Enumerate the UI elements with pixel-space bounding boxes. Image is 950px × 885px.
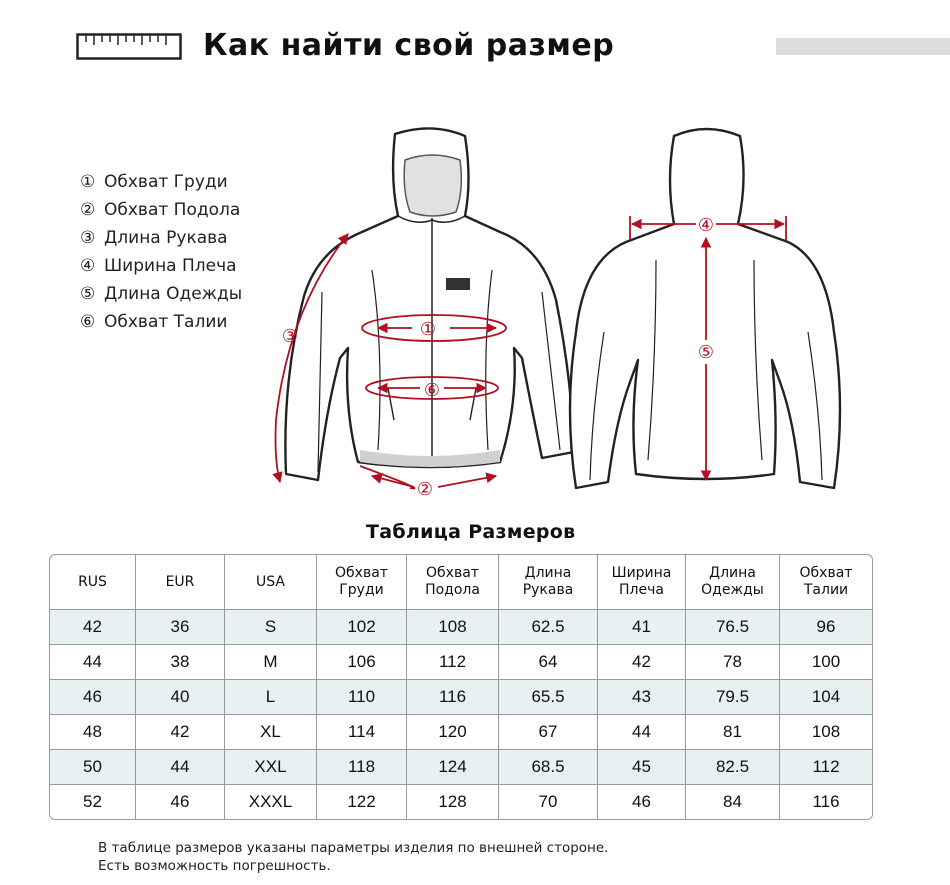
cell: 70 (499, 785, 598, 819)
cell: 50 (50, 750, 136, 785)
cell: 108 (407, 610, 499, 645)
cell: 41 (598, 610, 686, 645)
legend-number: ③ (80, 228, 96, 248)
cell: L (225, 680, 317, 715)
legend-label: Обхват Талии (104, 312, 228, 332)
cell: 67 (499, 715, 598, 750)
cell: 110 (317, 680, 407, 715)
legend-item (80, 252, 242, 280)
legend-label: Обхват Подола (104, 200, 241, 220)
cell: 40 (136, 680, 225, 715)
table-row (50, 645, 872, 680)
marker-chest: ① (419, 319, 437, 340)
cell: 44 (136, 750, 225, 785)
legend-number: ⑥ (80, 312, 96, 332)
cell: 46 (50, 680, 136, 715)
legend-item (80, 168, 242, 196)
cell: 36 (136, 610, 225, 645)
legend-item (80, 196, 242, 224)
cell: 44 (50, 645, 136, 680)
legend-item (80, 280, 242, 308)
header-length: Длина Одежды (686, 555, 780, 610)
cell: 104 (780, 680, 872, 715)
cell: 45 (598, 750, 686, 785)
cell: 46 (598, 785, 686, 819)
marker-length: ⑤ (697, 342, 715, 363)
header-rus: RUS (50, 555, 136, 610)
marker-hem: ② (416, 479, 434, 500)
cell: 128 (407, 785, 499, 819)
legend-item (80, 308, 242, 336)
header-usa: USA (225, 555, 317, 610)
header-hem: Обхват Подола (407, 555, 499, 610)
cell: 62.5 (499, 610, 598, 645)
table-row (50, 610, 872, 645)
header-chest: Обхват Груди (317, 555, 407, 610)
header-waist: Обхват Талии (780, 555, 872, 610)
cell: 81 (686, 715, 780, 750)
header-shoulder: Ширина Плеча (598, 555, 686, 610)
decorative-bar (776, 38, 950, 55)
table-row (50, 785, 872, 819)
cell: 79.5 (686, 680, 780, 715)
cell: 108 (780, 715, 872, 750)
cell: 68.5 (499, 750, 598, 785)
legend-label: Ширина Плеча (104, 256, 237, 276)
table-title: Таблица Размеров (366, 521, 576, 543)
cell: 46 (136, 785, 225, 819)
table-row (50, 680, 872, 715)
cell: 120 (407, 715, 499, 750)
footnote (98, 839, 608, 875)
marker-waist: ⑥ (423, 380, 441, 401)
cell: 65.5 (499, 680, 598, 715)
cell: 43 (598, 680, 686, 715)
cell: 114 (317, 715, 407, 750)
footnote-line: В таблице размеров указаны параметры изделия по внешней стороне. (98, 840, 609, 856)
legend-number: ① (80, 172, 96, 192)
cell: 124 (407, 750, 499, 785)
legend-label: Обхват Груди (104, 172, 228, 192)
measurement-legend (80, 168, 242, 336)
cell: 118 (317, 750, 407, 785)
jacket-front-illustration (285, 128, 574, 480)
table-row (50, 715, 872, 750)
cell: 64 (499, 645, 598, 680)
cell: 100 (780, 645, 872, 680)
table-row (50, 750, 872, 785)
marker-sleeve: ③ (281, 326, 299, 347)
cell: 84 (686, 785, 780, 819)
cell: 122 (317, 785, 407, 819)
legend-number: ④ (80, 256, 96, 276)
cell: 116 (780, 785, 872, 819)
footnote-line: Есть возможность погрешность. (98, 858, 331, 874)
cell: 76.5 (686, 610, 780, 645)
cell: 82.5 (686, 750, 780, 785)
cell: 44 (598, 715, 686, 750)
legend-number: ⑤ (80, 284, 96, 304)
cell: 52 (50, 785, 136, 819)
cell: 42 (598, 645, 686, 680)
cell: 78 (686, 645, 780, 680)
size-table (49, 554, 873, 820)
cell: XL (225, 715, 317, 750)
cell: 112 (407, 645, 499, 680)
legend-label: Длина Одежды (104, 284, 243, 304)
cell: 48 (50, 715, 136, 750)
header-sleeve: Длина Рукава (499, 555, 598, 610)
cell: 116 (407, 680, 499, 715)
page-title: Как найти свой размер (203, 28, 615, 63)
cell: XXL (225, 750, 317, 785)
jacket-back-illustration (570, 129, 840, 488)
ruler-icon (76, 33, 182, 60)
cell: 112 (780, 750, 872, 785)
cell: S (225, 610, 317, 645)
cell: M (225, 645, 317, 680)
header-eur: EUR (136, 555, 225, 610)
cell: 96 (780, 610, 872, 645)
jacket-measurement-diagram (260, 120, 860, 500)
cell: 38 (136, 645, 225, 680)
legend-label: Длина Рукава (104, 228, 228, 248)
cell: 102 (317, 610, 407, 645)
cell: XXXL (225, 785, 317, 819)
cell: 106 (317, 645, 407, 680)
table-header-row (50, 555, 872, 610)
cell: 42 (50, 610, 136, 645)
marker-shoulder: ④ (697, 215, 715, 236)
legend-number: ② (80, 200, 96, 220)
legend-item (80, 224, 242, 252)
cell: 42 (136, 715, 225, 750)
